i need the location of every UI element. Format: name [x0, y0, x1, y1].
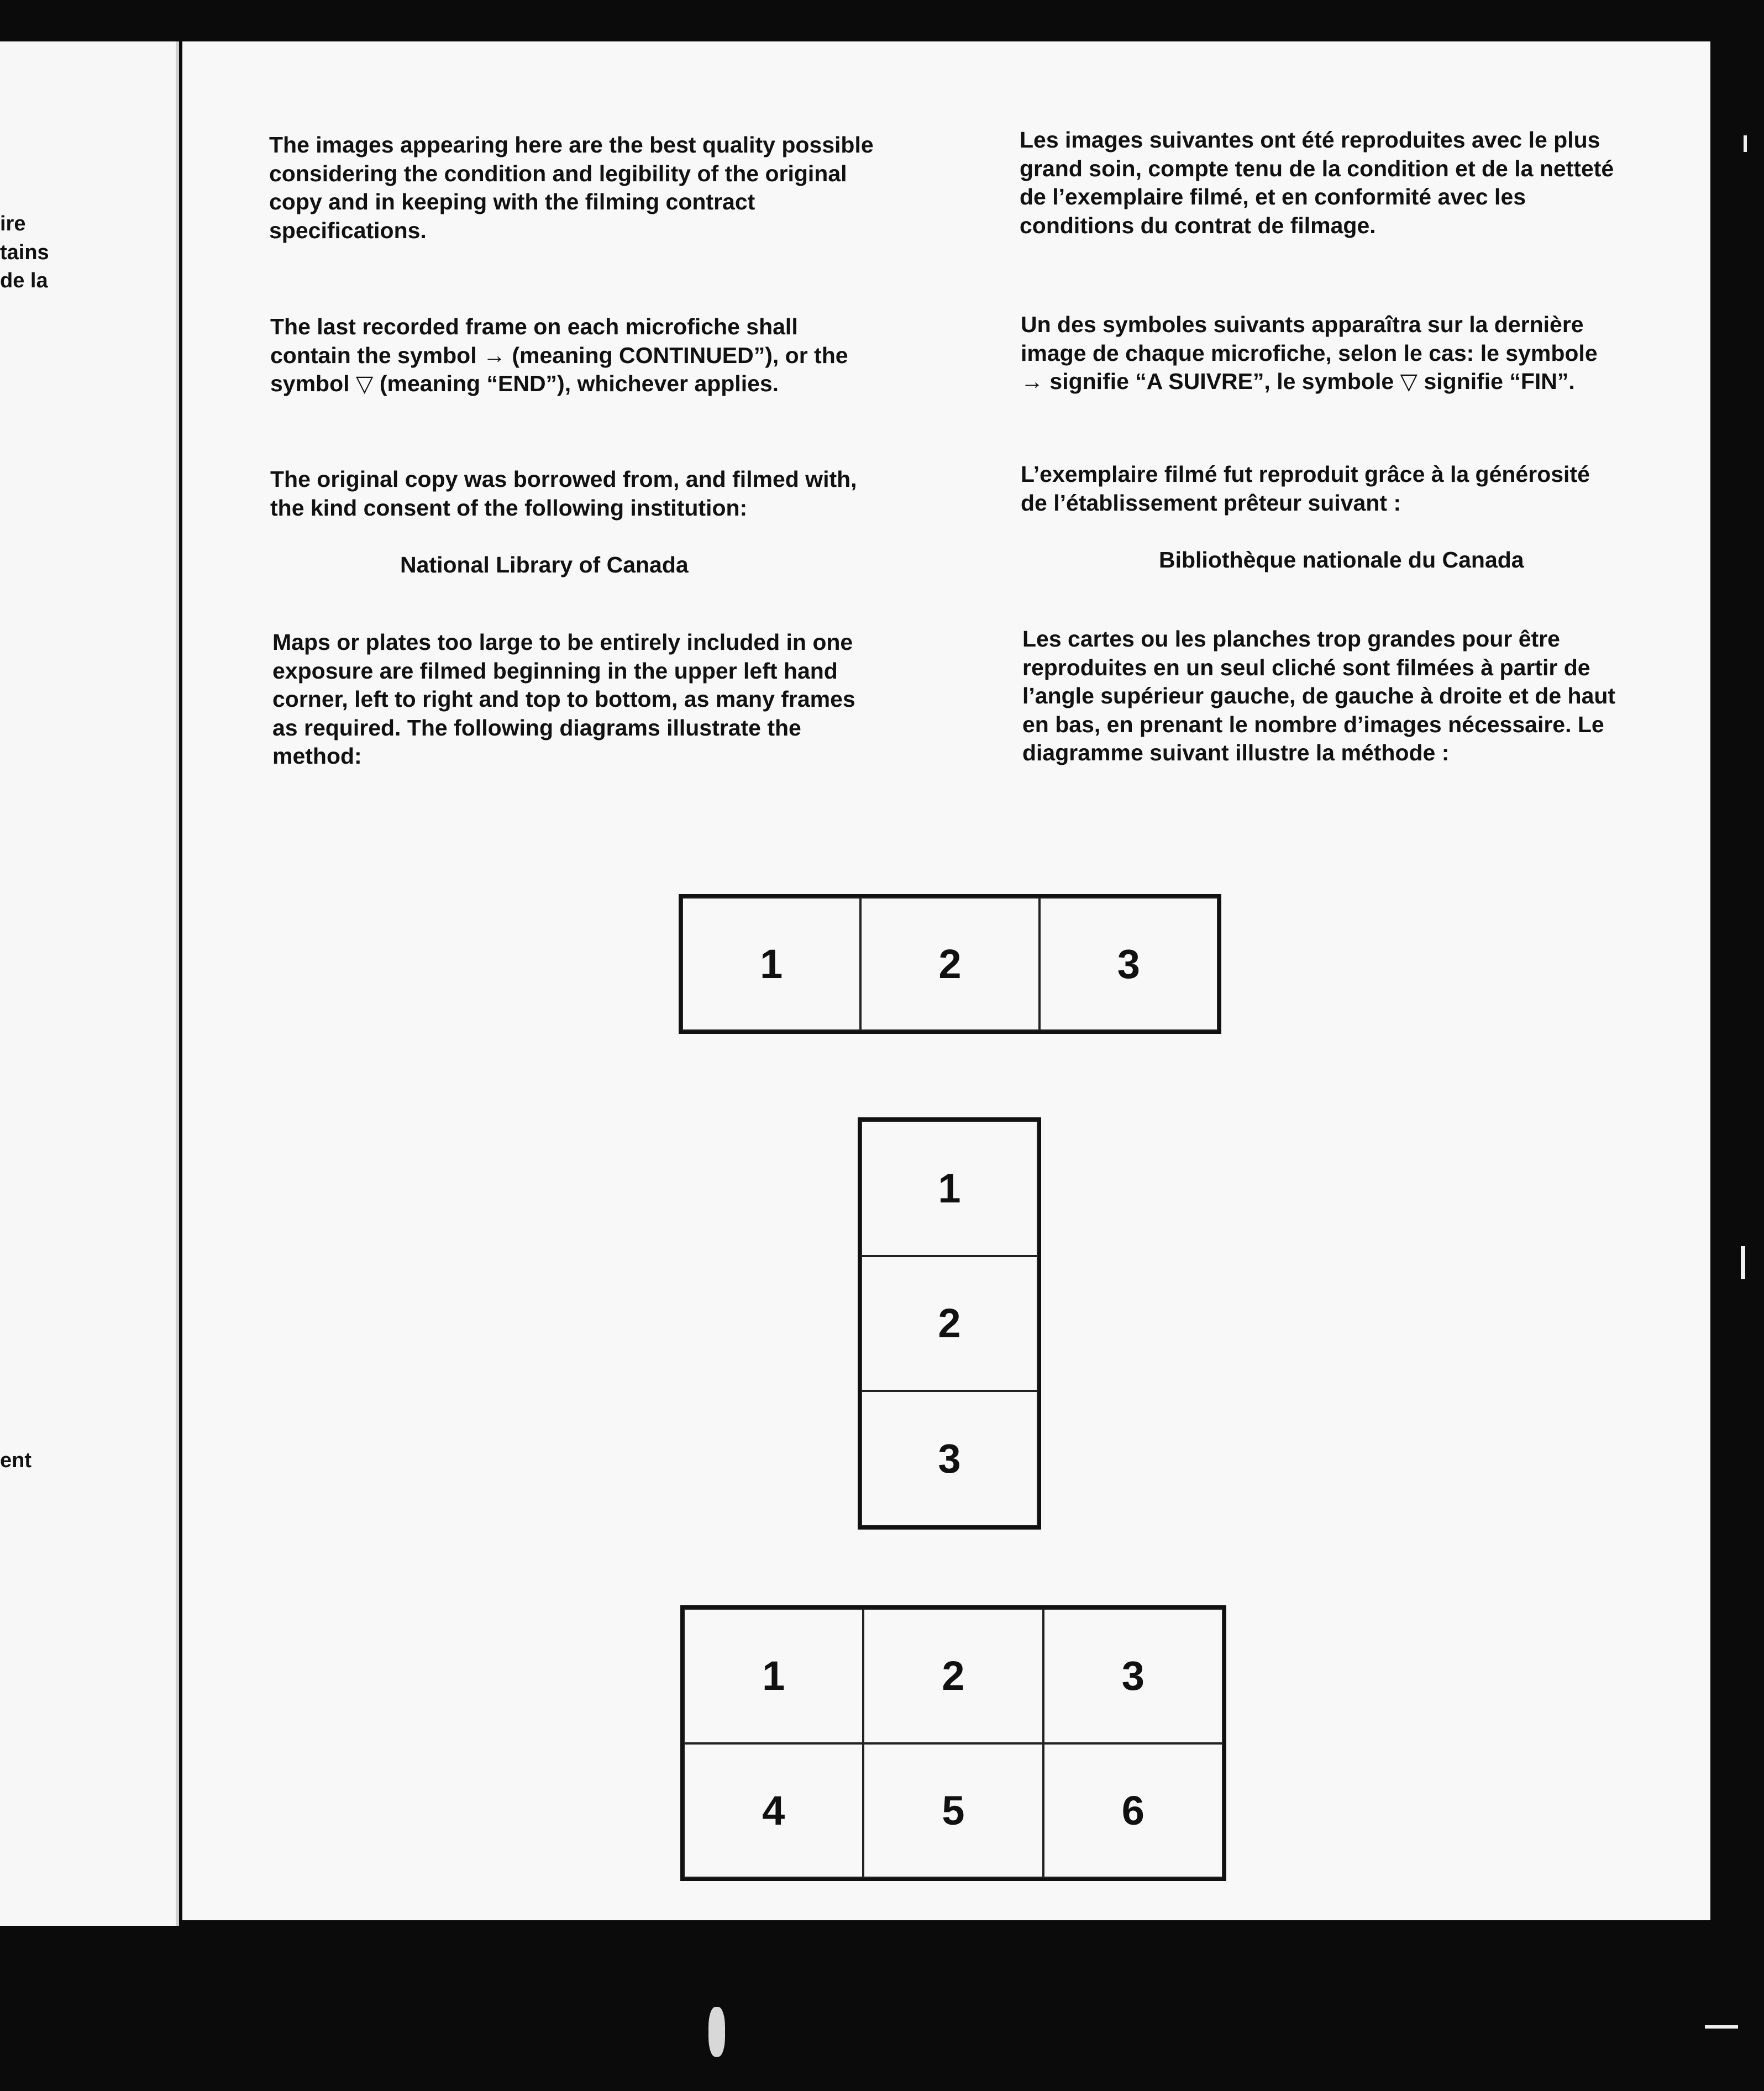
french-borrowed-paragraph — [1021, 460, 1590, 517]
french-symbol-paragraph — [1021, 311, 1620, 396]
left-fragment: de la — [0, 269, 48, 292]
english-institution-text: National Library of Canada — [400, 552, 689, 577]
left-fragment: ent — [0, 1449, 32, 1472]
left-page-edge — [0, 41, 179, 1926]
english-quality-paragraph — [269, 131, 880, 245]
diagram-cell: 6 — [1043, 1743, 1223, 1878]
film-speck — [708, 2007, 725, 2057]
french-maps-text: Les cartes ou les planches trop grandes pour être reproduites en un seul cliché sont filmées à partir de l’angle supérieur gauche, de gauche à droite et de haut en bas, en prenant le nombre d’images nécessaire. Le diagramme suivant illustre la méthode : — [1022, 626, 1616, 765]
english-borrowed-text: The original copy was borrowed from, and filmed with, the kind consent of the following institution: — [270, 466, 857, 521]
film-speck — [1744, 135, 1747, 152]
english-quality-text: The images appearing here are the best quality possible considering the condition and legibility of the original copy and in keeping with the filming contract specifications. — [269, 132, 874, 243]
left-fragment: ire — [0, 212, 26, 235]
diagram-cell: 4 — [684, 1743, 863, 1878]
english-institution — [400, 551, 897, 580]
french-quality-paragraph — [1020, 126, 1619, 240]
french-institution-text: Bibliothèque nationale du Canada — [1159, 547, 1524, 572]
french-symbol-text: Un des symboles suivants apparaîtra sur la dernière image de chaque microfiche, selon le cas: le symbole → signifie “A SUIVRE”, le symbole ▽ signifie “FIN”. — [1021, 312, 1598, 394]
diagram-cell: 3 — [1043, 1609, 1223, 1743]
french-borrowed-text: L’exemplaire filmé fut reproduit grâce à la générosité de l’établissement prêteur suivant : — [1021, 461, 1590, 516]
diagram-cell: 5 — [863, 1743, 1043, 1878]
english-maps-text: Maps or plates too large to be entirely included in one exposure are filmed beginning in the upper left hand corner, left to right and top to bottom, as many frames as required. The following diagrams illustrate the method: — [272, 629, 855, 769]
english-maps-paragraph — [272, 628, 872, 771]
diagram-cell: 2 — [863, 1609, 1043, 1743]
english-symbol-text: The last recorded frame on each microfiche shall contain the symbol → (meaning CONTINUED”), or the symbol ▽ (meaning “END”), whichever applies. — [270, 314, 848, 396]
diagram-cell: 1 — [861, 1121, 1038, 1256]
diagram-cell: 3 — [1040, 897, 1218, 1031]
diagram-cell: 1 — [682, 897, 860, 1031]
diagram-cell: 3 — [861, 1391, 1038, 1526]
diagram-grid — [680, 1605, 1226, 1881]
diagram-horizontal — [679, 894, 1221, 1034]
french-maps-paragraph — [1022, 625, 1622, 768]
english-symbol-paragraph — [270, 313, 870, 398]
diagram-cell: 2 — [861, 1256, 1038, 1391]
diagram-vertical — [858, 1117, 1041, 1530]
film-speck — [1705, 2025, 1738, 2029]
french-quality-text: Les images suivantes ont été reproduites avec le plus grand soin, compte tenu de la condition et de la netteté de l’exemplaire filmé, et en conformité avec les conditions du contrat de filmage. — [1020, 127, 1614, 238]
french-institution — [1159, 546, 1656, 575]
diagram-cell: 1 — [684, 1609, 863, 1743]
left-fragment: tains — [0, 241, 49, 264]
english-borrowed-paragraph — [270, 465, 873, 522]
diagram-cell: 2 — [860, 897, 1039, 1031]
film-speck — [1741, 1246, 1745, 1279]
